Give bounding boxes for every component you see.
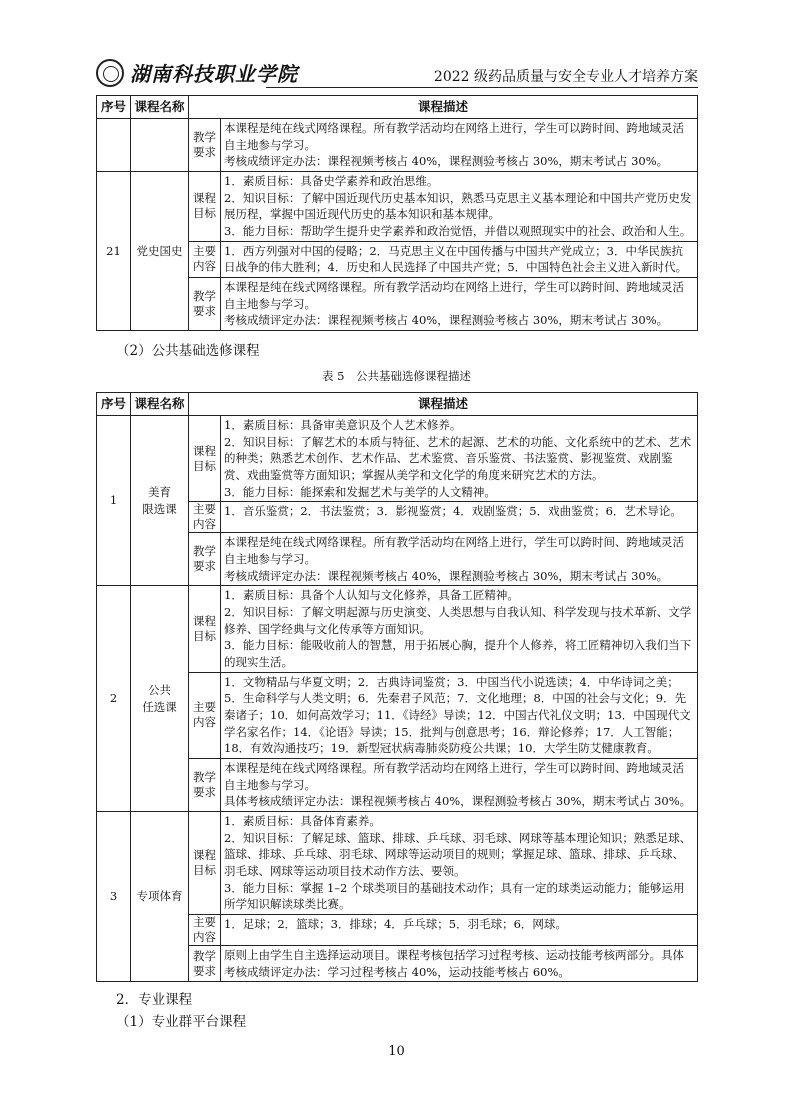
header-desc: 课程描述 bbox=[189, 96, 698, 119]
header-no: 序号 bbox=[97, 393, 131, 416]
course-name: 美育 限选课 bbox=[131, 416, 189, 586]
table-header-row bbox=[97, 393, 698, 416]
req-line: 原则上由学生自主选择运动项目。课程考核包括学习过程考核、运动技能考核两部分。具体考核成绩评定办法：学习过程考核占 40%，运动技能考核占 60%。 bbox=[224, 947, 684, 979]
goal-line: 1．素质目标：具备体育素养。 bbox=[224, 813, 381, 828]
page-header bbox=[96, 56, 698, 90]
course-no: 1 bbox=[97, 416, 131, 586]
public-elective-table bbox=[96, 392, 698, 982]
main-content-desc: 1．西方列强对中国的侵略；2．马克思主义在中国传播与中国共产党成立；3．中华民族抗日战争的伟大胜利；4．历史和人民选择了中国共产党；5．中国特色社会主义进入新时代。 bbox=[221, 241, 698, 277]
label-course-goal: 课程 目标 bbox=[189, 172, 221, 242]
goal-line: 2．知识目标：了解中国近现代历史基本知识，熟悉马克思主义基本理论和中国共产党历史发展历程，掌握中国近现代历史的基本知识和基本规律。 bbox=[224, 190, 692, 222]
course-no: 2 bbox=[97, 586, 131, 812]
req-line: 具体考核成绩评定办法：课程视频考核占 40%，课程测验考核占 30%，期末考试占 30%。 bbox=[224, 794, 692, 809]
label-main-content: 主要 内容 bbox=[189, 915, 221, 946]
main-content-desc: 1．足球；2．篮球；3．排球；4．乒乓球；5．羽毛球；6．网球。 bbox=[221, 915, 698, 946]
course-no: 3 bbox=[97, 811, 131, 981]
goal-line: 3．能力目标：能探索和发掘艺术与美学的人文精神。 bbox=[224, 484, 496, 499]
label-main-content: 主要 内容 bbox=[189, 502, 221, 533]
plan-title: 2022 级药品质量与安全专业人才培养方案 bbox=[433, 69, 698, 85]
label-teaching-req: 教学 要求 bbox=[189, 533, 221, 586]
teaching-req-desc bbox=[221, 758, 698, 811]
req-line: 考核成绩评定办法：课程视频考核占 40%，课程测验考核占 30%，期末考试占 30%。 bbox=[224, 568, 669, 583]
label-course-goal: 课程 目标 bbox=[189, 811, 221, 914]
section-heading-platform: （1）专业群平台课程 bbox=[116, 1014, 247, 1030]
goal-line: 1．素质目标：具备审美意识及个人艺术修养。 bbox=[224, 418, 462, 432]
school-seal-icon bbox=[96, 59, 124, 87]
label-main-content: 主要 内容 bbox=[189, 672, 221, 758]
goal-line: 3．能力目标：帮助学生提升史学素养和政治觉悟，并借以观照现实中的社会、政治和人生。 bbox=[224, 224, 692, 239]
label-teaching-req: 教学 要求 bbox=[189, 278, 221, 331]
school-logo bbox=[96, 58, 298, 87]
label-main-content: 主要 内容 bbox=[189, 241, 221, 277]
label-teaching-req: 教学 要求 bbox=[189, 758, 221, 811]
table-row bbox=[97, 119, 698, 172]
req-line: 本课程是纯在线式网络课程。所有教学活动均在网络上进行，学生可以跨时间、跨地域灵活自主地参与学习。 bbox=[224, 760, 684, 792]
course-goal-desc bbox=[221, 416, 698, 502]
table-row bbox=[97, 586, 698, 672]
main-content-desc: 1．音乐鉴赏；2．书法鉴赏；3．影视鉴赏；4．戏剧鉴赏；5．戏曲鉴赏；6．艺术导论。 bbox=[221, 502, 698, 533]
req-line: 考核成绩评定办法：课程视频考核占 40%，课程测验考核占 30%，期末考试占 30%。 bbox=[224, 313, 669, 328]
table-header-row bbox=[97, 96, 698, 119]
goal-line: 2．知识目标：了解艺术的本质与特征、艺术的起源、艺术的功能、文化系统中的艺术、艺术的种类；熟悉艺术创作、艺术作品、艺术鉴赏、音乐鉴赏、书法鉴赏、影视鉴赏、戏剧鉴赏、戏曲鉴赏等方面知识；掌握从美学和文化学的角度来研究艺术的方法。 bbox=[224, 434, 692, 483]
req-line: 本课程是纯在线式网络课程。所有教学活动均在网络上进行，学生可以跨时间、跨地域灵活自主地参与学习。 bbox=[224, 535, 684, 566]
goal-line: 1．素质目标：具备个人认知与文化修养，具备工匠精神。 bbox=[224, 588, 519, 603]
course-goal-desc bbox=[221, 586, 698, 672]
course-no: 21 bbox=[97, 172, 131, 331]
section-heading-public-elective: （2）公共基础选修课程 bbox=[116, 343, 260, 359]
label-course-goal: 课程 目标 bbox=[189, 416, 221, 502]
goal-line: 2．知识目标：了解足球、篮球、排球、乒乓球、羽毛球、网球等基本理论知识；熟悉足球、篮球、排球、乒乓球、羽毛球、网球等运动项目的规则；掌握足球、篮球、排球、乒乓球、羽毛球、网球等运动项目技术动作方法、要领。 bbox=[224, 830, 692, 878]
header-no: 序号 bbox=[97, 96, 131, 119]
label-teaching-req: 教学 要求 bbox=[189, 945, 221, 981]
req-line: 考核成绩评定办法：课程视频考核占 40%，课程测验考核占 30%，期末考试占 30%。 bbox=[224, 154, 669, 169]
course-table-continued bbox=[96, 95, 698, 331]
teaching-req-desc bbox=[221, 533, 698, 586]
header-name: 课程名称 bbox=[131, 393, 189, 416]
goal-line: 2．知识目标：了解文明起源与历史演变、人类思想与自我认知、科学发现与技术革新、文学修养、国学经典与文化传承等方面知识。 bbox=[224, 604, 692, 636]
course-name: 公共 任选课 bbox=[131, 586, 189, 812]
cell-name-empty bbox=[131, 119, 189, 172]
label-course-goal: 课程 目标 bbox=[189, 586, 221, 672]
table-row bbox=[97, 811, 698, 914]
cell-no-empty bbox=[97, 119, 131, 172]
course-goal-desc bbox=[221, 811, 698, 914]
teaching-req-desc bbox=[221, 945, 698, 981]
school-logo-text: 湖南科技职业学院 bbox=[130, 62, 298, 86]
req-line: 本课程是纯在线式网络课程。所有教学活动均在网络上进行，学生可以跨时间、跨地域灵活自主地参与学习。 bbox=[224, 121, 684, 152]
goal-line: 3．能力目标：能吸收前人的智慧，用于拓展心胸，提升个人修养，将工匠精神切入我们当下的现实生活。 bbox=[224, 638, 692, 669]
teaching-req-desc bbox=[221, 278, 698, 331]
header-name: 课程名称 bbox=[131, 96, 189, 119]
course-name: 党史国史 bbox=[131, 172, 189, 331]
req-line: 本课程是纯在线式网络课程。所有教学活动均在网络上进行，学生可以跨时间、跨地域灵活自主地参与学习。 bbox=[224, 280, 684, 311]
table-row bbox=[97, 172, 698, 242]
main-content-desc: 1．文物精品与华夏文明；2．古典诗词鉴赏；3．中国当代小说选读；4．中华诗词之美；5．生命科学与人类文明；6．先秦君子风范；7．文化地理；8．中国的社会与文化；9．先秦诸子；10．如何高效学习；11．《诗经》导读；12．中国古代礼仪文明；13．中国现代文学名家名作；14．《论语》导读；15．批判与创意思考；16．辩论修养；17．人工智能；18．有效沟通技巧；19．新型冠状病毒肺炎防疫公共课；10．大学生防艾健康教育。 bbox=[221, 672, 698, 758]
goal-line: 1．素质目标：具备史学素养和政治思维。 bbox=[224, 174, 439, 189]
goal-line: 3．能力目标：掌握 1–2 个球类项目的基础技术动作；具有一定的球类运动能力；能够运用所学知识解读球类比赛。 bbox=[224, 880, 685, 912]
page-number: 10 bbox=[388, 1044, 405, 1059]
table-caption: 表 5 公共基础选修课程描述 bbox=[322, 369, 471, 383]
teaching-req-desc bbox=[221, 119, 698, 172]
section-heading-major: 2．专业课程 bbox=[116, 992, 193, 1008]
course-name: 专项体育 bbox=[131, 811, 189, 981]
header-desc: 课程描述 bbox=[189, 393, 698, 416]
course-goal-desc bbox=[221, 172, 698, 242]
header-rule bbox=[266, 87, 698, 88]
table-row bbox=[97, 416, 698, 502]
label-teaching-req: 教学 要求 bbox=[189, 119, 221, 172]
